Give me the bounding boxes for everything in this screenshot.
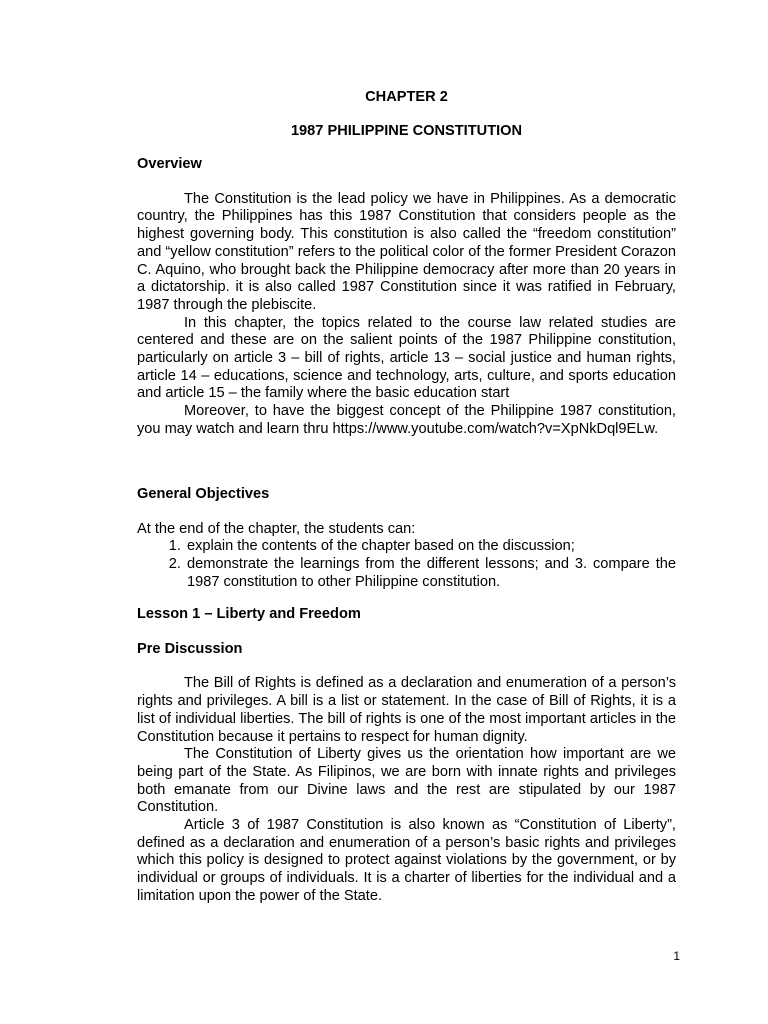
lesson-section (137, 606, 676, 906)
lesson-paragraph: The Bill of Rights is defined as a declaration and enumeration of a person’s rights and privileges. A bill is a list or statement. In the case of Bill of Rights, it is a list of individual liberties. The bill of rights is one of the most important articles in the Constitution because it pertains to respect for human dignity. (137, 675, 676, 745)
objective-item: 2. demonstrate the learnings from the different lessons; and 3. compare the 1987 constitution to other Philippine constitution. (185, 556, 676, 591)
lesson-heading: Lesson 1 – Liberty and Freedom (137, 606, 361, 622)
overview-paragraph: In this chapter, the topics related to the course law related studies are centered and these are on the salient points of the 1987 Philippine constitution, particularly on article 3 – bill of rights, article 13 – social justice and human rights, article 14 – educations, science and technology, arts, culture, and sports education and article 15 – the family where the basic education start (137, 314, 676, 402)
overview-paragraph: The Constitution is the lead policy we have in Philippines. As a democratic country, the Philippines has this 1987 Constitution that considers people as the highest governing body. This constitution is also called the “freedom constitution” and “yellow constitution” refers to the political color of the former President Corazon C. Aquino, who brought back the Philippine democracy after more than 20 years in a dictatorship. it is also called 1987 Constitution since it was ratified in February, 1987 through the plebiscite. (137, 190, 676, 313)
overview-section (137, 156, 676, 439)
objectives-heading: General Objectives (137, 486, 270, 502)
lesson-paragraph: The Constitution of Liberty gives us the orientation how important are we being part of the State. As Filipinos, we are born with innate rights and privileges both emanate from our Divine laws and the rest are stipulated by our 1987 Constitution. (137, 746, 676, 816)
pre-discussion-heading: Pre Discussion (137, 640, 243, 657)
objectives-intro: At the end of the chapter, the students can: (137, 520, 416, 537)
overview-heading: Overview (137, 156, 202, 172)
objective-item: 1. explain the contents of the chapter based on the discussion; (185, 538, 676, 556)
objectives-section (137, 486, 676, 592)
chapter-title: 1987 PHILIPPINE CONSTITUTION (290, 123, 523, 139)
objectives-list (137, 538, 676, 591)
chapter-label: CHAPTER 2 (365, 89, 448, 105)
lesson-paragraph: Article 3 of 1987 Constitution is also known as “Constitution of Liberty”, defined as a declaration and enumeration of a person’s basic rights and privileges which this policy is designed to protect against violations by the government, or by individual or groups of individuals. It is a charter of liberties for the individual and a limitation upon the power of the State. (137, 817, 676, 904)
page-number: 1 (673, 949, 680, 963)
overview-paragraph: Moreover, to have the biggest concept of the Philippine 1987 constitution, you may watch and learn thru https://www.youtube.com/watch?v=XpNkDql9ELw. (137, 403, 676, 437)
